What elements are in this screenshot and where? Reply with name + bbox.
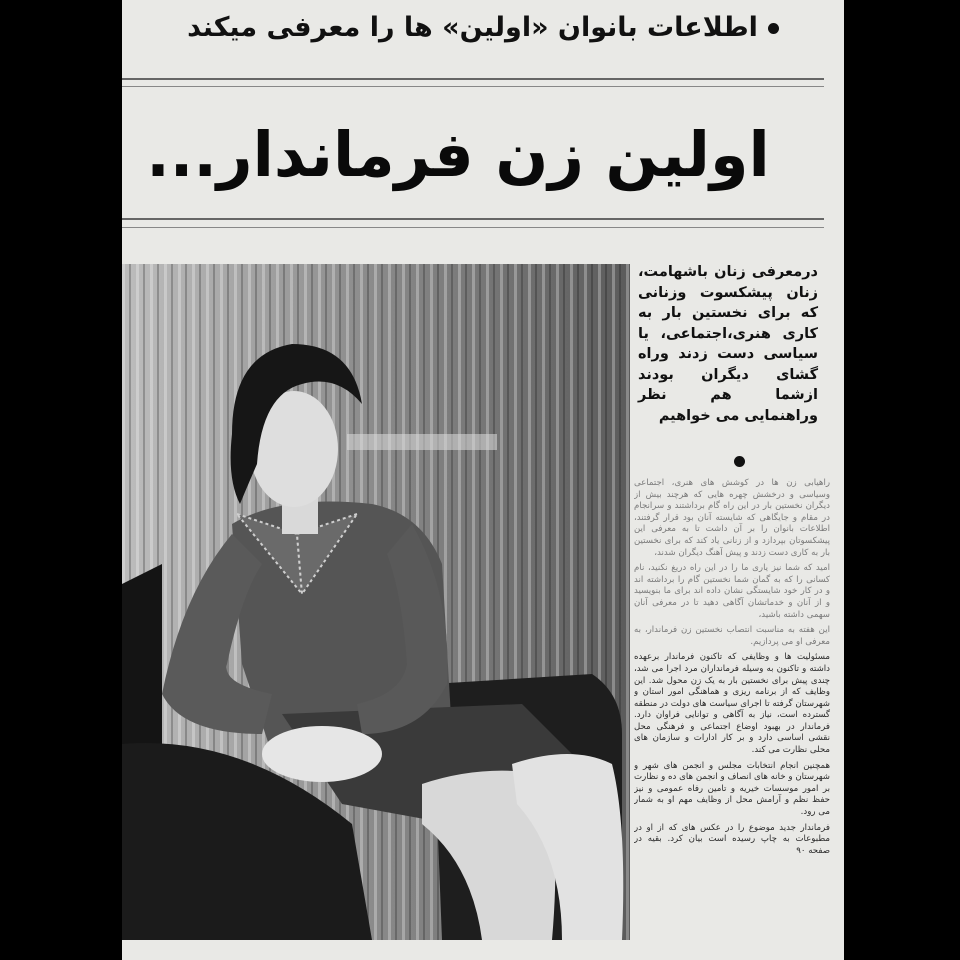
section-bullet-icon: [734, 456, 745, 467]
top-rule-2: [122, 86, 824, 87]
headline: اولین زن فرماندار...: [146, 118, 770, 191]
article-body: [634, 478, 830, 938]
bullet-icon: [768, 23, 779, 34]
series-title: [122, 12, 844, 43]
article-paragraph: این هفته به مناسبت انتصاب نخستین زن فرماندار، به معرفی او می پردازیم.: [634, 625, 830, 647]
article-paragraph: همچنین انجام انتخابات مجلس و انجمن های شهر و شهرستان و خانه های انصاف و انجمن های ده و نظارت بر امور موسسات خیریه و تامین رفاه عمومی و نیز حفظ نظم و آرامش محل از وظایف مهم او به شمار می رود.: [634, 760, 830, 818]
series-title-text: اطلاعات بانوان «اولین» ها را معرفی میکند: [187, 12, 758, 43]
article-paragraph: راهیابی زن ها در کوشش های هنری، اجتماعی وسیاسی و درخشش چهره هایی که هرچند بیش از دیگران نخستین بار در این راه گام برداشتند و سرانجام در مقام و جایگاهی که شایسته آنان بود قرار گرفتند، اطلاعات بانوان را بر آن داشت تا به معرفی این پیشکسوتان بپردازد و از زنانی یاد کند که برای نخستین بار به کاری دست زدند و پیش آهنگ دیگران شدند،: [634, 478, 830, 558]
article-paragraph: مسئولیت ها و وظایفی که تاکنون فرماندار برعهده داشته و تاکنون به وسیله فرمانداران مرد اجرا می شد، چندی پیش برای نخستین بار به یک زن محول شد. این وظایف که از برنامه ریزی و هماهنگی امور استان و شهرستان گرفته تا اجرای سیاست های دولت در منطقه گسترده است، نیاز به آگاهی و توانایی فراوان دارد. فرماندار در بهبود اوضاع اجتماعی و فرهنگی محل نقشی اساسی دارد و بر کار ادارات و سازمان های محلی نظارت می کند.: [634, 652, 830, 756]
mid-rule-2: [122, 227, 824, 228]
top-rule-1: [122, 78, 824, 80]
mid-rule-1: [122, 218, 824, 220]
article-paragraph: فرماندار جدید موضوع را در عکس های که از او در مطبوعات به چاپ رسیده است بیان کرد. بقیه در صفحه ۹۰: [634, 822, 830, 856]
magazine-page: [122, 0, 844, 960]
portrait-photo: [122, 264, 630, 940]
intro-text: درمعرفی زنان باشهامت، زنان پیشکسوت وزنانی که برای نخستین بار به کاری هنری،اجتماعی، یا سیاسی دست زدند وراه گشای دیگران بودند ازشما هم نظر وراهنمایی می خواهیم: [638, 264, 818, 424]
article-paragraph: امید که شما نیز یاری ما را در این راه دریغ نکنید، نام کسانی را که به گمان شما نخستین گام را برداشته اند و در کار خود شایستگی نشان داده اند برای ما بنویسید و از آنان و خدماتشان آگاهی دهید تا در معرفی آنان سهمی داشته باشید،: [634, 563, 830, 620]
